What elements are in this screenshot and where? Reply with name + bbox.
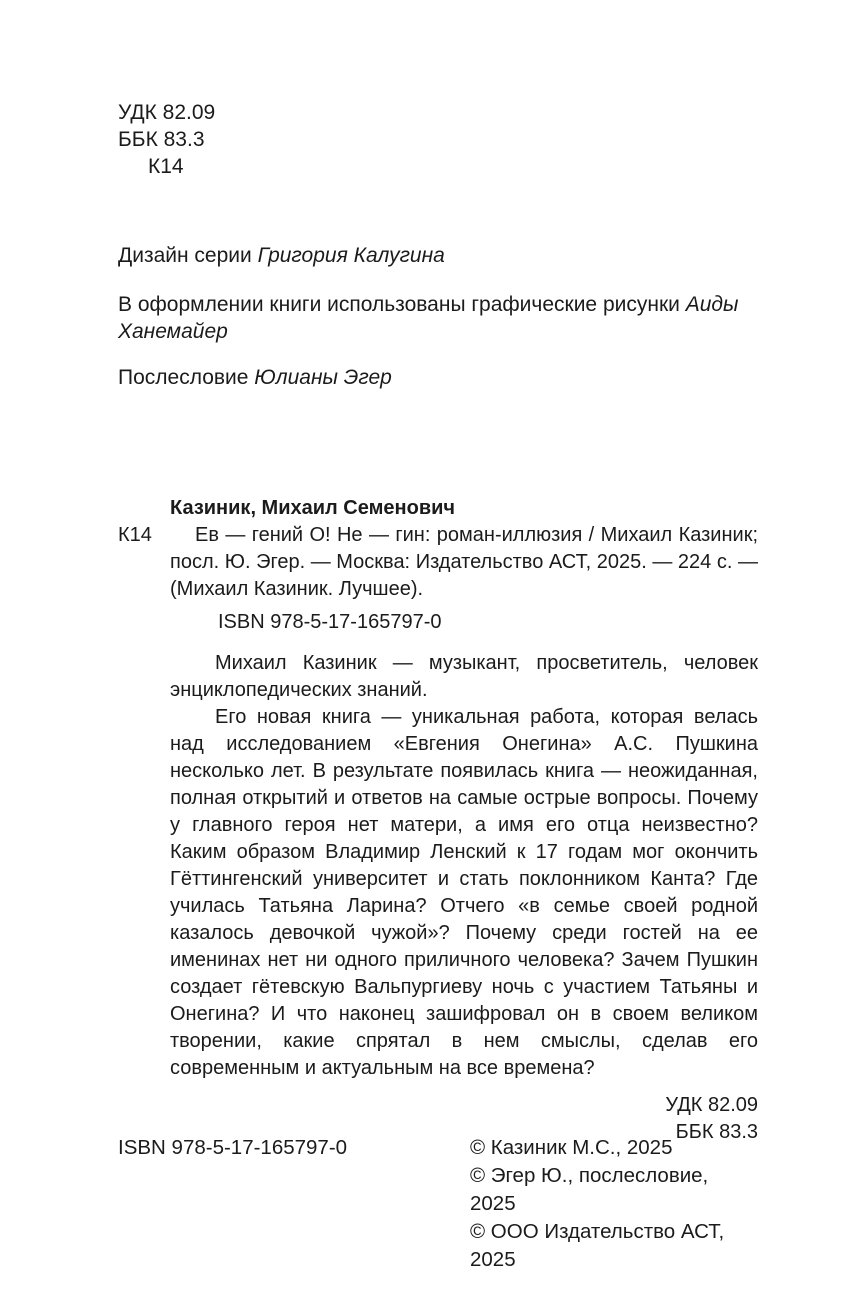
annotation-paragraph: Его новая книга — уникальная работа, которая велась над исследованием «Евгения Онегина» А.С. Пушкина несколько лет. В результате появилась книга — неожиданная, полная открытий и ответов на самые острые вопросы. Почему у главного героя нет матери, а имя его отца неизвестно? Каким образом Владимир Ленский к 17 годам мог окончить Гёттингенский университет и стать поклонником Канта? Где училась Татьяна Ларина? Отчего «в семье своей родной казалось девочкой чужой»? Почему среди гостей на ее именинах нет ни одного приличного человека? Зачем Пушкин создает гётевскую Вальпургиеву ночь с участием Татьяны и Онегина? И что наконец зашифровал он в своем великом творении, какие спрятал в нем смыслы, сделав его современным и актуальным на все времена? — [170, 706, 758, 1079]
bbk-code-top: ББК 83.3 — [118, 128, 205, 151]
udk-code-bottom: УДК 82.09 — [665, 1094, 758, 1116]
artwork-credit — [118, 291, 758, 345]
catalog-card-description-text: Ев — гений О! Не — гин: роман-иллюзия / Михаил Казиник; посл. Ю. Эгер. — Москва: Издательство АСТ, 2025. — 224 с. — (Михаил Казиник. Лучшее). — [170, 524, 758, 600]
series-designer-name: Григория Калугина — [257, 244, 445, 267]
copyright-line-publisher: © ООО Издательство АСТ, 2025 — [470, 1220, 725, 1271]
udk-code-top: УДК 82.09 — [118, 101, 216, 124]
artwork-artist-name: Аиды Ханемайер — [118, 293, 739, 343]
author-sign-code-top: К14 — [148, 155, 184, 178]
bbk-code-bottom: ББК 83.3 — [675, 1121, 758, 1143]
catalog-card-author: Казиник, Михаил Семенович — [170, 497, 456, 519]
afterword-credit-label: Послесловие — [118, 366, 255, 389]
afterword-credit — [118, 364, 758, 391]
imprint-footer — [118, 1134, 758, 1271]
artwork-credit-label: В оформлении книги использованы графические рисунки — [118, 293, 686, 316]
copyright-block — [470, 1134, 758, 1274]
series-design-label: Дизайн серии — [118, 244, 258, 267]
catalog-card — [118, 495, 758, 1146]
catalog-card-description — [118, 522, 758, 603]
author-sign-code-card: К14 — [118, 524, 152, 546]
isbn-footer: ISBN 978-5-17-165797-0 — [118, 1136, 348, 1159]
copyright-line-afterword: © Эгер Ю., послесловие, 2025 — [470, 1164, 709, 1215]
copyright-line-author: © Казиник М.С., 2025 — [470, 1136, 673, 1159]
isbn-card: ISBN 978-5-17-165797-0 — [218, 611, 442, 633]
series-design-credit — [118, 242, 758, 269]
annotation-paragraph: Михаил Казиник — музыкант, просветитель, человек энциклопедических знаний. — [170, 652, 758, 701]
classification-codes-top — [118, 99, 758, 180]
afterword-author-name: Юлианы Эгер — [254, 366, 392, 389]
